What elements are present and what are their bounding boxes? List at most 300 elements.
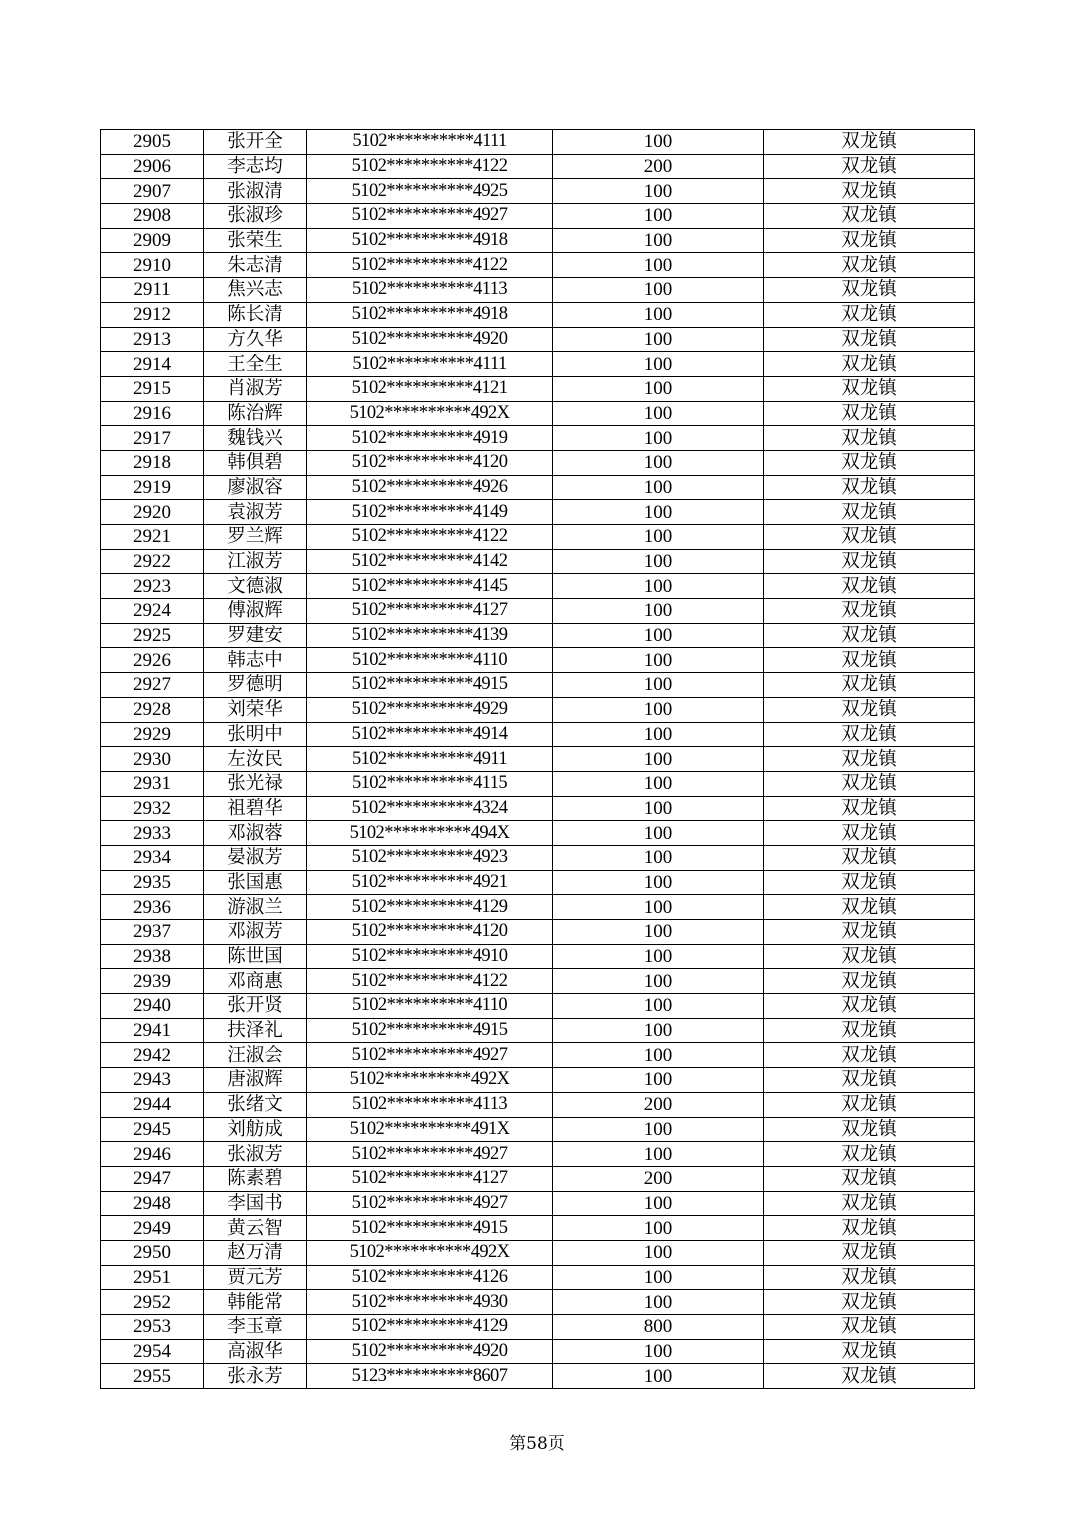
serial-number-cell: 2954: [101, 1339, 204, 1364]
amount-cell: 100: [553, 500, 764, 525]
name-cell: 唐淑辉: [204, 1068, 307, 1093]
name-cell: 邓淑蓉: [204, 821, 307, 846]
table-row: [101, 302, 975, 327]
table-row: [101, 525, 975, 550]
name-cell: 王全生: [204, 352, 307, 377]
table-row: [101, 549, 975, 574]
town-cell: 双龙镇: [764, 895, 975, 920]
id-number-cell: 5102**********4122: [307, 969, 553, 994]
name-cell: 张淑清: [204, 179, 307, 204]
name-cell: 张淑芳: [204, 1142, 307, 1167]
amount-cell: 100: [553, 599, 764, 624]
amount-cell: 100: [553, 1216, 764, 1241]
serial-number-cell: 2942: [101, 1043, 204, 1068]
table-row: [101, 747, 975, 772]
serial-number-cell: 2917: [101, 426, 204, 451]
amount-cell: 100: [553, 944, 764, 969]
id-number-cell: 5102**********4120: [307, 450, 553, 475]
amount-cell: 100: [553, 1043, 764, 1068]
town-cell: 双龙镇: [764, 302, 975, 327]
id-number-cell: 5102**********4921: [307, 870, 553, 895]
id-number-cell: 5102**********492X: [307, 401, 553, 426]
id-number-cell: 5102**********4111: [307, 130, 553, 155]
name-cell: 袁淑芳: [204, 500, 307, 525]
serial-number-cell: 2952: [101, 1290, 204, 1315]
name-cell: 朱志清: [204, 253, 307, 278]
name-cell: 赵万清: [204, 1240, 307, 1265]
town-cell: 双龙镇: [764, 648, 975, 673]
table-row: [101, 697, 975, 722]
serial-number-cell: 2921: [101, 525, 204, 550]
table-row: [101, 204, 975, 229]
serial-number-cell: 2906: [101, 154, 204, 179]
amount-cell: 100: [553, 1191, 764, 1216]
id-number-cell: 5102**********4121: [307, 376, 553, 401]
serial-number-cell: 2911: [101, 278, 204, 303]
serial-number-cell: 2955: [101, 1364, 204, 1389]
serial-number-cell: 2914: [101, 352, 204, 377]
roster-table-body: [101, 130, 975, 1389]
amount-cell: 100: [553, 1117, 764, 1142]
name-cell: 张光禄: [204, 771, 307, 796]
amount-cell: 100: [553, 450, 764, 475]
amount-cell: 100: [553, 1018, 764, 1043]
id-number-cell: 5102**********4142: [307, 549, 553, 574]
town-cell: 双龙镇: [764, 599, 975, 624]
town-cell: 双龙镇: [764, 1265, 975, 1290]
serial-number-cell: 2932: [101, 796, 204, 821]
town-cell: 双龙镇: [764, 994, 975, 1019]
town-cell: 双龙镇: [764, 376, 975, 401]
table-row: [101, 870, 975, 895]
amount-cell: 100: [553, 771, 764, 796]
table-row: [101, 1240, 975, 1265]
town-cell: 双龙镇: [764, 475, 975, 500]
town-cell: 双龙镇: [764, 673, 975, 698]
town-cell: 双龙镇: [764, 747, 975, 772]
serial-number-cell: 2913: [101, 327, 204, 352]
name-cell: 罗建安: [204, 623, 307, 648]
town-cell: 双龙镇: [764, 228, 975, 253]
town-cell: 双龙镇: [764, 870, 975, 895]
table-row: [101, 722, 975, 747]
id-number-cell: 5102**********4927: [307, 1043, 553, 1068]
table-row: [101, 179, 975, 204]
town-cell: 双龙镇: [764, 1166, 975, 1191]
name-cell: 魏钱兴: [204, 426, 307, 451]
serial-number-cell: 2950: [101, 1240, 204, 1265]
serial-number-cell: 2931: [101, 771, 204, 796]
town-cell: 双龙镇: [764, 450, 975, 475]
table-row: [101, 673, 975, 698]
amount-cell: 100: [553, 648, 764, 673]
table-row: [101, 278, 975, 303]
amount-cell: 200: [553, 1166, 764, 1191]
id-number-cell: 5102**********4122: [307, 253, 553, 278]
name-cell: 方久华: [204, 327, 307, 352]
amount-cell: 100: [553, 352, 764, 377]
id-number-cell: 5102**********4122: [307, 525, 553, 550]
amount-cell: 100: [553, 130, 764, 155]
serial-number-cell: 2910: [101, 253, 204, 278]
roster-table: [100, 129, 975, 1389]
serial-number-cell: 2953: [101, 1315, 204, 1340]
serial-number-cell: 2909: [101, 228, 204, 253]
table-row: [101, 130, 975, 155]
table-row: [101, 1265, 975, 1290]
serial-number-cell: 2941: [101, 1018, 204, 1043]
id-number-cell: 5102**********4115: [307, 771, 553, 796]
amount-cell: 800: [553, 1315, 764, 1340]
id-number-cell: 5102**********4149: [307, 500, 553, 525]
id-number-cell: 5102**********4918: [307, 228, 553, 253]
table-row: [101, 401, 975, 426]
amount-cell: 100: [553, 722, 764, 747]
town-cell: 双龙镇: [764, 697, 975, 722]
amount-cell: 100: [553, 1265, 764, 1290]
id-number-cell: 5102**********4127: [307, 1166, 553, 1191]
amount-cell: 100: [553, 574, 764, 599]
name-cell: 肖淑芳: [204, 376, 307, 401]
town-cell: 双龙镇: [764, 944, 975, 969]
id-number-cell: 5102**********4910: [307, 944, 553, 969]
amount-cell: 100: [553, 969, 764, 994]
serial-number-cell: 2924: [101, 599, 204, 624]
serial-number-cell: 2928: [101, 697, 204, 722]
town-cell: 双龙镇: [764, 1364, 975, 1389]
name-cell: 傅淑辉: [204, 599, 307, 624]
id-number-cell: 5102**********492X: [307, 1240, 553, 1265]
table-row: [101, 1092, 975, 1117]
serial-number-cell: 2930: [101, 747, 204, 772]
town-cell: 双龙镇: [764, 327, 975, 352]
name-cell: 张淑珍: [204, 204, 307, 229]
serial-number-cell: 2940: [101, 994, 204, 1019]
id-number-cell: 5102**********4926: [307, 475, 553, 500]
town-cell: 双龙镇: [764, 525, 975, 550]
table-row: [101, 1339, 975, 1364]
table-row: [101, 1043, 975, 1068]
serial-number-cell: 2922: [101, 549, 204, 574]
serial-number-cell: 2929: [101, 722, 204, 747]
town-cell: 双龙镇: [764, 796, 975, 821]
name-cell: 张开全: [204, 130, 307, 155]
page-number: 第58页: [509, 1434, 565, 1454]
amount-cell: 100: [553, 747, 764, 772]
amount-cell: 100: [553, 895, 764, 920]
town-cell: 双龙镇: [764, 204, 975, 229]
id-number-cell: 5102**********4929: [307, 697, 553, 722]
table-row: [101, 969, 975, 994]
town-cell: 双龙镇: [764, 623, 975, 648]
serial-number-cell: 2927: [101, 673, 204, 698]
town-cell: 双龙镇: [764, 1018, 975, 1043]
id-number-cell: 5102**********4927: [307, 204, 553, 229]
table-row: [101, 1142, 975, 1167]
id-number-cell: 5102**********4930: [307, 1290, 553, 1315]
name-cell: 韩俱碧: [204, 450, 307, 475]
id-number-cell: 5102**********491X: [307, 1117, 553, 1142]
name-cell: 黄云智: [204, 1216, 307, 1241]
town-cell: 双龙镇: [764, 574, 975, 599]
serial-number-cell: 2908: [101, 204, 204, 229]
id-number-cell: 5102**********4918: [307, 302, 553, 327]
id-number-cell: 5102**********4915: [307, 1018, 553, 1043]
amount-cell: 100: [553, 1364, 764, 1389]
town-cell: 双龙镇: [764, 920, 975, 945]
town-cell: 双龙镇: [764, 426, 975, 451]
name-cell: 刘荣华: [204, 697, 307, 722]
serial-number-cell: 2925: [101, 623, 204, 648]
id-number-cell: 5102**********4915: [307, 673, 553, 698]
serial-number-cell: 2945: [101, 1117, 204, 1142]
id-number-cell: 5123**********8607: [307, 1364, 553, 1389]
name-cell: 张明中: [204, 722, 307, 747]
id-number-cell: 5102**********4920: [307, 327, 553, 352]
amount-cell: 100: [553, 401, 764, 426]
table-row: [101, 845, 975, 870]
town-cell: 双龙镇: [764, 401, 975, 426]
table-row: [101, 500, 975, 525]
amount-cell: 200: [553, 154, 764, 179]
serial-number-cell: 2936: [101, 895, 204, 920]
serial-number-cell: 2951: [101, 1265, 204, 1290]
name-cell: 李国书: [204, 1191, 307, 1216]
id-number-cell: 5102**********4919: [307, 426, 553, 451]
table-row: [101, 623, 975, 648]
town-cell: 双龙镇: [764, 278, 975, 303]
amount-cell: 100: [553, 1068, 764, 1093]
id-number-cell: 5102**********4925: [307, 179, 553, 204]
town-cell: 双龙镇: [764, 1315, 975, 1340]
name-cell: 贾元芳: [204, 1265, 307, 1290]
serial-number-cell: 2947: [101, 1166, 204, 1191]
amount-cell: 100: [553, 302, 764, 327]
name-cell: 李玉章: [204, 1315, 307, 1340]
table-row: [101, 1191, 975, 1216]
town-cell: 双龙镇: [764, 130, 975, 155]
id-number-cell: 5102**********4127: [307, 599, 553, 624]
name-cell: 张国惠: [204, 870, 307, 895]
amount-cell: 100: [553, 376, 764, 401]
name-cell: 陈素碧: [204, 1166, 307, 1191]
amount-cell: 100: [553, 920, 764, 945]
town-cell: 双龙镇: [764, 1191, 975, 1216]
amount-cell: 100: [553, 1142, 764, 1167]
name-cell: 廖淑容: [204, 475, 307, 500]
serial-number-cell: 2944: [101, 1092, 204, 1117]
name-cell: 扶泽礼: [204, 1018, 307, 1043]
id-number-cell: 5102**********4110: [307, 994, 553, 1019]
table-row: [101, 1068, 975, 1093]
town-cell: 双龙镇: [764, 1216, 975, 1241]
amount-cell: 100: [553, 228, 764, 253]
name-cell: 祖碧华: [204, 796, 307, 821]
name-cell: 张开贤: [204, 994, 307, 1019]
amount-cell: 100: [553, 1240, 764, 1265]
table-row: [101, 944, 975, 969]
id-number-cell: 5102**********494X: [307, 821, 553, 846]
id-number-cell: 5102**********4911: [307, 747, 553, 772]
town-cell: 双龙镇: [764, 549, 975, 574]
amount-cell: 100: [553, 204, 764, 229]
table-row: [101, 796, 975, 821]
town-cell: 双龙镇: [764, 821, 975, 846]
id-number-cell: 5102**********4927: [307, 1142, 553, 1167]
serial-number-cell: 2948: [101, 1191, 204, 1216]
name-cell: 晏淑芳: [204, 845, 307, 870]
id-number-cell: 5102**********4120: [307, 920, 553, 945]
table-row: [101, 994, 975, 1019]
serial-number-cell: 2935: [101, 870, 204, 895]
town-cell: 双龙镇: [764, 253, 975, 278]
table-row: [101, 376, 975, 401]
serial-number-cell: 2934: [101, 845, 204, 870]
table-row: [101, 1364, 975, 1389]
name-cell: 张绪文: [204, 1092, 307, 1117]
table-row: [101, 1315, 975, 1340]
serial-number-cell: 2939: [101, 969, 204, 994]
serial-number-cell: 2949: [101, 1216, 204, 1241]
id-number-cell: 5102**********4923: [307, 845, 553, 870]
serial-number-cell: 2907: [101, 179, 204, 204]
id-number-cell: 5102**********4914: [307, 722, 553, 747]
name-cell: 高淑华: [204, 1339, 307, 1364]
serial-number-cell: 2905: [101, 130, 204, 155]
table-row: [101, 1018, 975, 1043]
name-cell: 罗兰辉: [204, 525, 307, 550]
id-number-cell: 5102**********4145: [307, 574, 553, 599]
amount-cell: 100: [553, 475, 764, 500]
amount-cell: 100: [553, 870, 764, 895]
id-number-cell: 5102**********4113: [307, 1092, 553, 1117]
table-row: [101, 599, 975, 624]
table-row: [101, 154, 975, 179]
id-number-cell: 5102**********492X: [307, 1068, 553, 1093]
id-number-cell: 5102**********4110: [307, 648, 553, 673]
serial-number-cell: 2943: [101, 1068, 204, 1093]
id-number-cell: 5102**********4129: [307, 1315, 553, 1340]
town-cell: 双龙镇: [764, 1290, 975, 1315]
amount-cell: 100: [553, 623, 764, 648]
name-cell: 张永芳: [204, 1364, 307, 1389]
town-cell: 双龙镇: [764, 500, 975, 525]
name-cell: 邓淑芳: [204, 920, 307, 945]
table-row: [101, 1216, 975, 1241]
serial-number-cell: 2916: [101, 401, 204, 426]
name-cell: 罗德明: [204, 673, 307, 698]
table-row: [101, 771, 975, 796]
name-cell: 刘舫成: [204, 1117, 307, 1142]
table-row: [101, 1166, 975, 1191]
town-cell: 双龙镇: [764, 1043, 975, 1068]
id-number-cell: 5102**********4111: [307, 352, 553, 377]
town-cell: 双龙镇: [764, 1092, 975, 1117]
amount-cell: 100: [553, 845, 764, 870]
serial-number-cell: 2938: [101, 944, 204, 969]
town-cell: 双龙镇: [764, 969, 975, 994]
amount-cell: 200: [553, 1092, 764, 1117]
table-row: [101, 1290, 975, 1315]
serial-number-cell: 2926: [101, 648, 204, 673]
town-cell: 双龙镇: [764, 771, 975, 796]
amount-cell: 100: [553, 278, 764, 303]
name-cell: 韩志中: [204, 648, 307, 673]
amount-cell: 100: [553, 179, 764, 204]
id-number-cell: 5102**********4113: [307, 278, 553, 303]
name-cell: 张荣生: [204, 228, 307, 253]
id-number-cell: 5102**********4927: [307, 1191, 553, 1216]
id-number-cell: 5102**********4126: [307, 1265, 553, 1290]
table-row: [101, 648, 975, 673]
table-row: [101, 920, 975, 945]
serial-number-cell: 2920: [101, 500, 204, 525]
serial-number-cell: 2915: [101, 376, 204, 401]
amount-cell: 100: [553, 549, 764, 574]
table-row: [101, 475, 975, 500]
serial-number-cell: 2946: [101, 1142, 204, 1167]
serial-number-cell: 2923: [101, 574, 204, 599]
id-number-cell: 5102**********4139: [307, 623, 553, 648]
table-row: [101, 327, 975, 352]
name-cell: 韩能常: [204, 1290, 307, 1315]
amount-cell: 100: [553, 697, 764, 722]
table-row: [101, 1117, 975, 1142]
amount-cell: 100: [553, 673, 764, 698]
table-row: [101, 426, 975, 451]
amount-cell: 100: [553, 253, 764, 278]
town-cell: 双龙镇: [764, 154, 975, 179]
name-cell: 江淑芳: [204, 549, 307, 574]
town-cell: 双龙镇: [764, 1240, 975, 1265]
amount-cell: 100: [553, 426, 764, 451]
name-cell: 李志均: [204, 154, 307, 179]
name-cell: 文德淑: [204, 574, 307, 599]
town-cell: 双龙镇: [764, 1068, 975, 1093]
town-cell: 双龙镇: [764, 722, 975, 747]
name-cell: 陈治辉: [204, 401, 307, 426]
name-cell: 邓商惠: [204, 969, 307, 994]
table-row: [101, 574, 975, 599]
name-cell: 陈长清: [204, 302, 307, 327]
table-row: [101, 253, 975, 278]
id-number-cell: 5102**********4324: [307, 796, 553, 821]
name-cell: 汪淑会: [204, 1043, 307, 1068]
town-cell: 双龙镇: [764, 179, 975, 204]
name-cell: 陈世国: [204, 944, 307, 969]
serial-number-cell: 2937: [101, 920, 204, 945]
town-cell: 双龙镇: [764, 845, 975, 870]
serial-number-cell: 2918: [101, 450, 204, 475]
table-row: [101, 895, 975, 920]
table-row: [101, 450, 975, 475]
table-row: [101, 821, 975, 846]
amount-cell: 100: [553, 1339, 764, 1364]
town-cell: 双龙镇: [764, 1117, 975, 1142]
table-row: [101, 228, 975, 253]
town-cell: 双龙镇: [764, 1142, 975, 1167]
id-number-cell: 5102**********4122: [307, 154, 553, 179]
amount-cell: 100: [553, 1290, 764, 1315]
id-number-cell: 5102**********4920: [307, 1339, 553, 1364]
table-row: [101, 352, 975, 377]
id-number-cell: 5102**********4129: [307, 895, 553, 920]
name-cell: 游淑兰: [204, 895, 307, 920]
town-cell: 双龙镇: [764, 352, 975, 377]
amount-cell: 100: [553, 821, 764, 846]
amount-cell: 100: [553, 525, 764, 550]
amount-cell: 100: [553, 327, 764, 352]
